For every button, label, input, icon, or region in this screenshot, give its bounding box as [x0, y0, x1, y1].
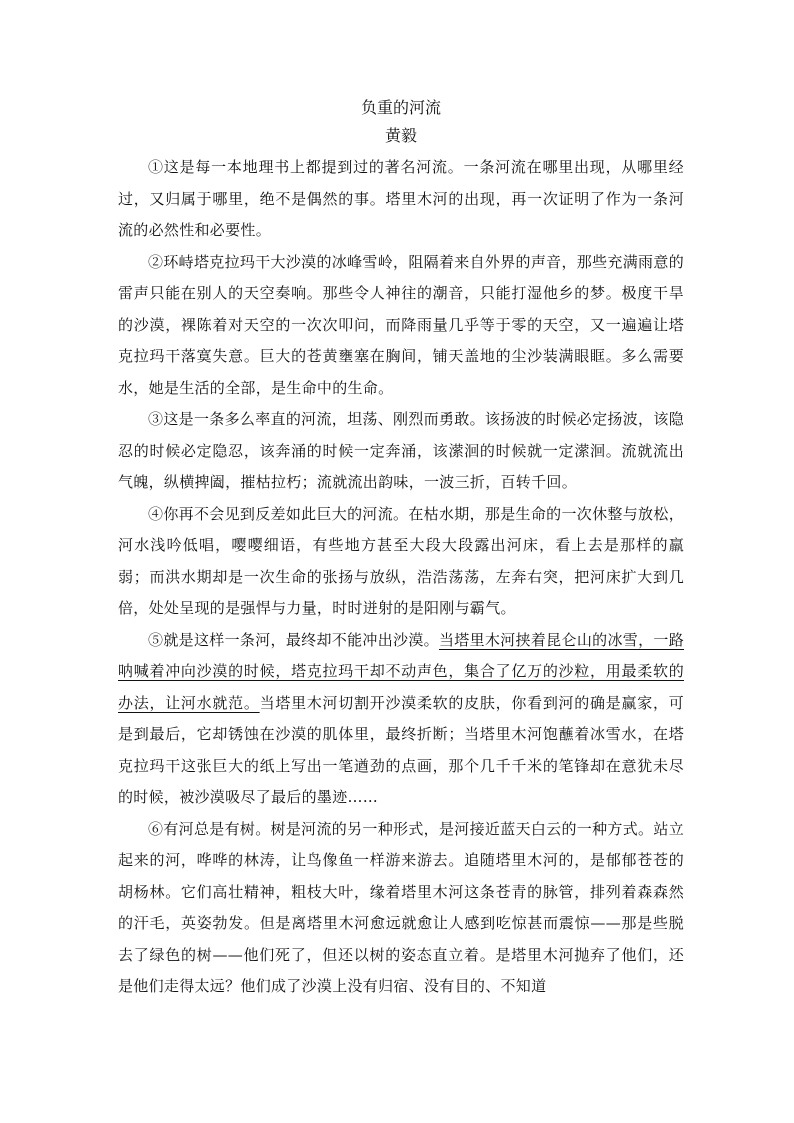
underlined-passage: 当塔里木河挟着昆仑山的冰雪，一路呐喊着冲向沙漠的时候，塔克拉玛干却不动声色，集合了亿万的沙粒，用最柔软的办法，让河水就范。 [118, 630, 684, 712]
paragraph-4: ④你再不会见到反差如此巨大的河流。在枯水期，那是生命的一次休整与放松，河水浅吟低唱，嘤嘤细语，有些地方甚至大段大段露出河床，看上去是那样的羸弱；而洪水期却是一次生命的张扬与放纵，浩浩荡荡，左奔右突，把河床扩大到几倍，处处呈现的是强悍与力量，时时迸射的是阳刚与霸气。 [118, 504, 684, 617]
paragraph-5-lead: ⑤就是这样一条河，最终却不能冲出沙漠。 [148, 630, 439, 649]
paragraph-5 [118, 625, 684, 814]
paragraph-6: ⑥有河总是有树。树是河流的另一种形式，是河接近蓝天白云的一种方式。站立起来的河，哗哗的林涛，让鸟像鱼一样游来游去。追随塔里木河的，是郁郁苍苍的胡杨林。它们高壮精神，粗枝大叶，缘着塔里木河这条苍青的脉管，排列着森森然的汗毛，英姿勃发。但是离塔里木河愈远就愈让人感到吃惊甚而震惊——那是些脱去了绿色的树——他们死了，但还以树的姿态直立着。是塔里木河抛弃了他们，还是他们走得太远？他们成了沙漠上没有归宿、没有目的、不知道 [118, 819, 684, 995]
author-name: 黄毅 [384, 126, 417, 145]
paragraph-1: ①这是每一本地理书上都提到过的著名河流。一条河流在哪里出现，从哪里经过，又归属于哪里，绝不是偶然的事。塔里木河的出现，再一次证明了作为一条河流的必然性和必要性。 [118, 158, 684, 239]
paragraph-5-rest: 当塔里木河切割开沙漠柔软的皮肤，你看到河的确是赢家，可是到最后，它却锈蚀在沙漠的肌体里，最终折断；当塔里木河饱蘸着冰雪水，在塔克拉玛干这张巨大的纸上写出一笔遒劲的点画，那个几千千米的笔锋却在意犹未尽的时候，被沙漠吸尽了最后的墨迹…… [118, 693, 684, 806]
document-page [118, 96, 684, 1003]
paragraph-2: ②环峙塔克拉玛干大沙漠的冰峰雪岭，阻隔着来自外界的声音，那些充满雨意的雷声只能在别人的天空奏响。那些令人神往的潮音，只能打湿他乡的梦。极度干旱的沙漠，裸陈着对天空的一次次叩问，而降雨量几乎等于零的天空，又一遍遍让塔克拉玛干落寞失意。巨大的苍黄壅塞在胸间，铺天盖地的尘沙装满眼眶。多么需要水，她是生活的全部，是生命中的生命。 [118, 252, 684, 397]
paragraph-3: ③这是一条多么率直的河流，坦荡、刚烈而勇敢。该扬波的时候必定扬波，该隐忍的时候必定隐忍，该奔涌的时候一定奔涌，该潆洄的时候就一定潆洄。流就流出气魄，纵横捭阖，摧枯拉朽；流就流出韵味，一波三折，百转千回。 [118, 410, 684, 491]
page-title: 负重的河流 [360, 98, 441, 117]
